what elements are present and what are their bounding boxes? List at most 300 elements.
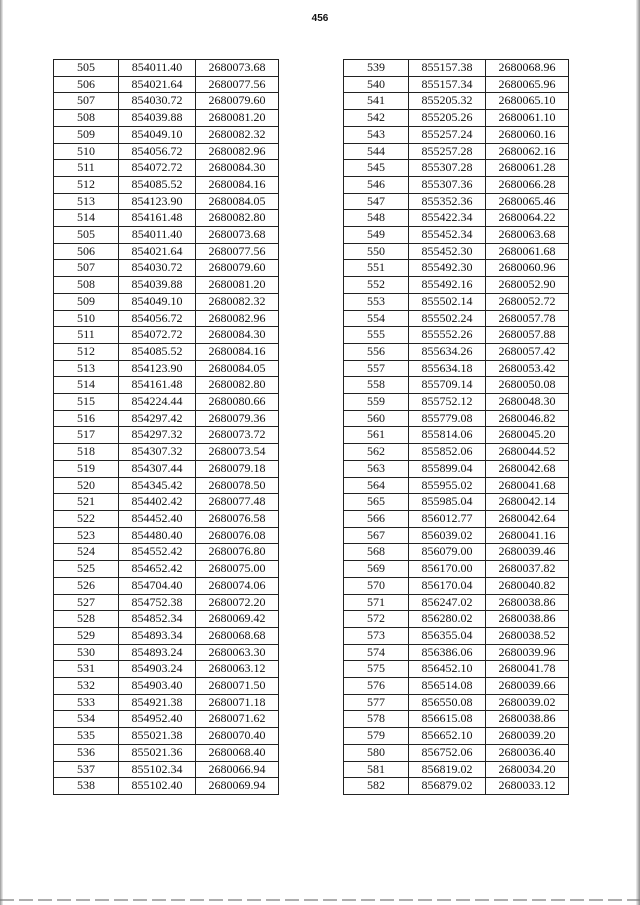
x-coordinate-cell: 856752.06 xyxy=(409,744,486,761)
y-coordinate-cell: 2680038.86 xyxy=(486,711,569,728)
point-number-cell: 571 xyxy=(344,594,409,611)
x-coordinate-cell: 855307.28 xyxy=(409,160,486,177)
point-number-cell: 517 xyxy=(54,427,119,444)
x-coordinate-cell: 854452.40 xyxy=(119,510,196,527)
y-coordinate-cell: 2680044.52 xyxy=(486,444,569,461)
x-coordinate-cell: 854030.72 xyxy=(119,260,196,277)
table-row xyxy=(54,410,279,427)
table-row xyxy=(54,661,279,678)
coordinates-table-left xyxy=(53,59,279,795)
table-row xyxy=(54,60,279,77)
point-number-cell: 541 xyxy=(344,93,409,110)
table-row xyxy=(344,728,569,745)
x-coordinate-cell: 855021.36 xyxy=(119,744,196,761)
y-coordinate-cell: 2680041.16 xyxy=(486,527,569,544)
y-coordinate-cell: 2680084.05 xyxy=(196,193,279,210)
point-number-cell: 569 xyxy=(344,561,409,578)
table-row xyxy=(344,527,569,544)
x-coordinate-cell: 855899.04 xyxy=(409,460,486,477)
y-coordinate-cell: 2680061.28 xyxy=(486,160,569,177)
x-coordinate-cell: 855257.24 xyxy=(409,126,486,143)
x-coordinate-cell: 855422.34 xyxy=(409,210,486,227)
x-coordinate-cell: 856170.00 xyxy=(409,561,486,578)
x-coordinate-cell: 856386.06 xyxy=(409,644,486,661)
table-row xyxy=(344,243,569,260)
x-coordinate-cell: 854307.32 xyxy=(119,444,196,461)
y-coordinate-cell: 2680062.16 xyxy=(486,143,569,160)
table-row xyxy=(344,427,569,444)
y-coordinate-cell: 2680063.12 xyxy=(196,661,279,678)
y-coordinate-cell: 2680045.20 xyxy=(486,427,569,444)
point-number-cell: 570 xyxy=(344,577,409,594)
table-row xyxy=(54,778,279,795)
y-coordinate-cell: 2680046.82 xyxy=(486,410,569,427)
page-number: 456 xyxy=(311,13,329,24)
table-row xyxy=(54,260,279,277)
point-number-cell: 579 xyxy=(344,728,409,745)
x-coordinate-cell: 854704.40 xyxy=(119,577,196,594)
x-coordinate-cell: 856452.10 xyxy=(409,661,486,678)
table-row xyxy=(54,644,279,661)
point-number-cell: 556 xyxy=(344,343,409,360)
y-coordinate-cell: 2680052.72 xyxy=(486,293,569,310)
x-coordinate-cell: 854297.42 xyxy=(119,410,196,427)
y-coordinate-cell: 2680038.86 xyxy=(486,611,569,628)
x-coordinate-cell: 855205.26 xyxy=(409,110,486,127)
y-coordinate-cell: 2680071.50 xyxy=(196,678,279,695)
x-coordinate-cell: 854049.10 xyxy=(119,293,196,310)
x-coordinate-cell: 854480.40 xyxy=(119,527,196,544)
x-coordinate-cell: 854752.38 xyxy=(119,594,196,611)
x-coordinate-cell: 854952.40 xyxy=(119,711,196,728)
y-coordinate-cell: 2680038.52 xyxy=(486,627,569,644)
point-number-cell: 563 xyxy=(344,460,409,477)
point-number-cell: 553 xyxy=(344,293,409,310)
point-number-cell: 564 xyxy=(344,477,409,494)
table-row xyxy=(54,377,279,394)
y-coordinate-cell: 2680039.02 xyxy=(486,694,569,711)
y-coordinate-cell: 2680073.68 xyxy=(196,60,279,77)
point-number-cell: 518 xyxy=(54,444,119,461)
y-coordinate-cell: 2680082.32 xyxy=(196,126,279,143)
y-coordinate-cell: 2680052.90 xyxy=(486,277,569,294)
point-number-cell: 580 xyxy=(344,744,409,761)
table-row xyxy=(344,110,569,127)
y-coordinate-cell: 2680039.66 xyxy=(486,678,569,695)
x-coordinate-cell: 854161.48 xyxy=(119,377,196,394)
y-coordinate-cell: 2680084.30 xyxy=(196,160,279,177)
point-number-cell: 565 xyxy=(344,494,409,511)
y-coordinate-cell: 2680060.96 xyxy=(486,260,569,277)
table-row xyxy=(344,277,569,294)
point-number-cell: 542 xyxy=(344,110,409,127)
table-row xyxy=(54,510,279,527)
x-coordinate-cell: 854056.72 xyxy=(119,310,196,327)
table-row xyxy=(54,360,279,377)
table-row xyxy=(344,343,569,360)
y-coordinate-cell: 2680082.96 xyxy=(196,310,279,327)
y-coordinate-cell: 2680073.54 xyxy=(196,444,279,461)
point-number-cell: 506 xyxy=(54,76,119,93)
y-coordinate-cell: 2680042.14 xyxy=(486,494,569,511)
x-coordinate-cell: 854307.44 xyxy=(119,460,196,477)
y-coordinate-cell: 2680076.58 xyxy=(196,510,279,527)
x-coordinate-cell: 854039.88 xyxy=(119,110,196,127)
point-number-cell: 551 xyxy=(344,260,409,277)
y-coordinate-cell: 2680080.66 xyxy=(196,394,279,411)
point-number-cell: 536 xyxy=(54,744,119,761)
table-row xyxy=(344,561,569,578)
table-row xyxy=(344,394,569,411)
x-coordinate-cell: 854011.40 xyxy=(119,227,196,244)
table-row xyxy=(54,678,279,695)
y-coordinate-cell: 2680079.18 xyxy=(196,460,279,477)
table-row xyxy=(344,744,569,761)
point-number-cell: 557 xyxy=(344,360,409,377)
table-row xyxy=(54,611,279,628)
table-row xyxy=(54,310,279,327)
x-coordinate-cell: 854852.34 xyxy=(119,611,196,628)
x-coordinate-cell: 855752.12 xyxy=(409,394,486,411)
x-coordinate-cell: 854903.24 xyxy=(119,661,196,678)
table-row xyxy=(344,126,569,143)
table-row xyxy=(344,260,569,277)
y-coordinate-cell: 2680084.16 xyxy=(196,343,279,360)
y-coordinate-cell: 2680042.64 xyxy=(486,510,569,527)
x-coordinate-cell: 855157.34 xyxy=(409,76,486,93)
x-coordinate-cell: 855492.30 xyxy=(409,260,486,277)
table-row xyxy=(344,694,569,711)
point-number-cell: 567 xyxy=(344,527,409,544)
point-number-cell: 519 xyxy=(54,460,119,477)
table-row xyxy=(344,627,569,644)
y-coordinate-cell: 2680084.05 xyxy=(196,360,279,377)
table-row xyxy=(54,527,279,544)
y-coordinate-cell: 2680040.82 xyxy=(486,577,569,594)
table-row xyxy=(344,594,569,611)
table-row xyxy=(344,193,569,210)
x-coordinate-cell: 855985.04 xyxy=(409,494,486,511)
table-row xyxy=(344,460,569,477)
y-coordinate-cell: 2680079.60 xyxy=(196,260,279,277)
x-coordinate-cell: 856550.08 xyxy=(409,694,486,711)
point-number-cell: 546 xyxy=(344,176,409,193)
point-number-cell: 574 xyxy=(344,644,409,661)
x-coordinate-cell: 854056.72 xyxy=(119,143,196,160)
table-row xyxy=(344,293,569,310)
table-row xyxy=(54,594,279,611)
point-number-cell: 512 xyxy=(54,343,119,360)
scan-edge-left xyxy=(0,0,3,905)
point-number-cell: 506 xyxy=(54,243,119,260)
table-row xyxy=(344,661,569,678)
y-coordinate-cell: 2680082.80 xyxy=(196,210,279,227)
x-coordinate-cell: 855021.38 xyxy=(119,728,196,745)
table-row xyxy=(344,93,569,110)
table-row xyxy=(54,343,279,360)
x-coordinate-cell: 854402.42 xyxy=(119,494,196,511)
x-coordinate-cell: 854049.10 xyxy=(119,126,196,143)
x-coordinate-cell: 854021.64 xyxy=(119,243,196,260)
x-coordinate-cell: 854903.40 xyxy=(119,678,196,695)
point-number-cell: 555 xyxy=(344,327,409,344)
y-coordinate-cell: 2680057.78 xyxy=(486,310,569,327)
x-coordinate-cell: 855452.34 xyxy=(409,227,486,244)
x-coordinate-cell: 854123.90 xyxy=(119,193,196,210)
table-row xyxy=(344,143,569,160)
table-row xyxy=(54,243,279,260)
point-number-cell: 513 xyxy=(54,360,119,377)
point-number-cell: 507 xyxy=(54,93,119,110)
y-coordinate-cell: 2680072.20 xyxy=(196,594,279,611)
y-coordinate-cell: 2680050.08 xyxy=(486,377,569,394)
y-coordinate-cell: 2680068.40 xyxy=(196,744,279,761)
scan-edge-bottom xyxy=(0,899,640,901)
y-coordinate-cell: 2680071.62 xyxy=(196,711,279,728)
x-coordinate-cell: 854297.32 xyxy=(119,427,196,444)
x-coordinate-cell: 856615.08 xyxy=(409,711,486,728)
y-coordinate-cell: 2680057.88 xyxy=(486,327,569,344)
point-number-cell: 576 xyxy=(344,678,409,695)
point-number-cell: 566 xyxy=(344,510,409,527)
table-row xyxy=(344,227,569,244)
x-coordinate-cell: 854085.52 xyxy=(119,176,196,193)
y-coordinate-cell: 2680066.28 xyxy=(486,176,569,193)
table-row xyxy=(54,627,279,644)
y-coordinate-cell: 2680041.68 xyxy=(486,477,569,494)
point-number-cell: 510 xyxy=(54,310,119,327)
point-number-cell: 575 xyxy=(344,661,409,678)
y-coordinate-cell: 2680048.30 xyxy=(486,394,569,411)
point-number-cell: 539 xyxy=(344,60,409,77)
point-number-cell: 523 xyxy=(54,527,119,544)
point-number-cell: 530 xyxy=(54,644,119,661)
y-coordinate-cell: 2680039.20 xyxy=(486,728,569,745)
x-coordinate-cell: 854011.40 xyxy=(119,60,196,77)
table-row xyxy=(344,644,569,661)
x-coordinate-cell: 854161.48 xyxy=(119,210,196,227)
x-coordinate-cell: 855779.08 xyxy=(409,410,486,427)
y-coordinate-cell: 2680077.56 xyxy=(196,76,279,93)
point-number-cell: 572 xyxy=(344,611,409,628)
y-coordinate-cell: 2680069.94 xyxy=(196,778,279,795)
point-number-cell: 512 xyxy=(54,176,119,193)
table-row xyxy=(344,761,569,778)
table-row xyxy=(54,427,279,444)
point-number-cell: 549 xyxy=(344,227,409,244)
point-number-cell: 550 xyxy=(344,243,409,260)
point-number-cell: 533 xyxy=(54,694,119,711)
point-number-cell: 505 xyxy=(54,60,119,77)
x-coordinate-cell: 854345.42 xyxy=(119,477,196,494)
y-coordinate-cell: 2680079.36 xyxy=(196,410,279,427)
x-coordinate-cell: 854893.24 xyxy=(119,644,196,661)
table-row xyxy=(344,410,569,427)
y-coordinate-cell: 2680084.30 xyxy=(196,327,279,344)
y-coordinate-cell: 2680069.42 xyxy=(196,611,279,628)
table-row xyxy=(54,728,279,745)
y-coordinate-cell: 2680061.10 xyxy=(486,110,569,127)
y-coordinate-cell: 2680068.96 xyxy=(486,60,569,77)
table-row xyxy=(344,477,569,494)
point-number-cell: 514 xyxy=(54,377,119,394)
x-coordinate-cell: 854030.72 xyxy=(119,93,196,110)
x-coordinate-cell: 854039.88 xyxy=(119,277,196,294)
point-number-cell: 561 xyxy=(344,427,409,444)
x-coordinate-cell: 855257.28 xyxy=(409,143,486,160)
y-coordinate-cell: 2680039.46 xyxy=(486,544,569,561)
x-coordinate-cell: 855709.14 xyxy=(409,377,486,394)
table-row xyxy=(344,611,569,628)
y-coordinate-cell: 2680042.68 xyxy=(486,460,569,477)
point-number-cell: 505 xyxy=(54,227,119,244)
table-row xyxy=(344,310,569,327)
table-row xyxy=(344,360,569,377)
point-number-cell: 543 xyxy=(344,126,409,143)
x-coordinate-cell: 855852.06 xyxy=(409,444,486,461)
table-row xyxy=(344,377,569,394)
table-row xyxy=(54,694,279,711)
y-coordinate-cell: 2680068.68 xyxy=(196,627,279,644)
y-coordinate-cell: 2680081.20 xyxy=(196,110,279,127)
y-coordinate-cell: 2680082.96 xyxy=(196,143,279,160)
y-coordinate-cell: 2680037.82 xyxy=(486,561,569,578)
table-row xyxy=(54,444,279,461)
x-coordinate-cell: 855634.26 xyxy=(409,343,486,360)
y-coordinate-cell: 2680039.96 xyxy=(486,644,569,661)
table-row xyxy=(344,210,569,227)
x-coordinate-cell: 855492.16 xyxy=(409,277,486,294)
point-number-cell: 535 xyxy=(54,728,119,745)
x-coordinate-cell: 855814.06 xyxy=(409,427,486,444)
table-row xyxy=(54,460,279,477)
y-coordinate-cell: 2680077.56 xyxy=(196,243,279,260)
x-coordinate-cell: 854072.72 xyxy=(119,327,196,344)
y-coordinate-cell: 2680034.20 xyxy=(486,761,569,778)
point-number-cell: 510 xyxy=(54,143,119,160)
y-coordinate-cell: 2680079.60 xyxy=(196,93,279,110)
point-number-cell: 531 xyxy=(54,661,119,678)
table-row xyxy=(344,711,569,728)
y-coordinate-cell: 2680071.18 xyxy=(196,694,279,711)
table-row xyxy=(54,744,279,761)
point-number-cell: 552 xyxy=(344,277,409,294)
point-number-cell: 514 xyxy=(54,210,119,227)
point-number-cell: 534 xyxy=(54,711,119,728)
point-number-cell: 520 xyxy=(54,477,119,494)
table-row xyxy=(344,60,569,77)
scan-edge-right xyxy=(636,0,640,905)
y-coordinate-cell: 2680078.50 xyxy=(196,477,279,494)
y-coordinate-cell: 2680053.42 xyxy=(486,360,569,377)
x-coordinate-cell: 856514.08 xyxy=(409,678,486,695)
point-number-cell: 560 xyxy=(344,410,409,427)
point-number-cell: 577 xyxy=(344,694,409,711)
table-row xyxy=(344,510,569,527)
y-coordinate-cell: 2680082.32 xyxy=(196,293,279,310)
table-row xyxy=(54,277,279,294)
point-number-cell: 528 xyxy=(54,611,119,628)
x-coordinate-cell: 854652.42 xyxy=(119,561,196,578)
x-coordinate-cell: 854072.72 xyxy=(119,160,196,177)
point-number-cell: 509 xyxy=(54,293,119,310)
table-row xyxy=(54,477,279,494)
x-coordinate-cell: 856355.04 xyxy=(409,627,486,644)
point-number-cell: 516 xyxy=(54,410,119,427)
table-row xyxy=(54,143,279,160)
x-coordinate-cell: 855502.14 xyxy=(409,293,486,310)
point-number-cell: 529 xyxy=(54,627,119,644)
table-row xyxy=(54,544,279,561)
table-row xyxy=(344,176,569,193)
x-coordinate-cell: 855502.24 xyxy=(409,310,486,327)
y-coordinate-cell: 2680076.80 xyxy=(196,544,279,561)
point-number-cell: 562 xyxy=(344,444,409,461)
x-coordinate-cell: 854552.42 xyxy=(119,544,196,561)
point-number-cell: 544 xyxy=(344,143,409,160)
x-coordinate-cell: 854021.64 xyxy=(119,76,196,93)
x-coordinate-cell: 856039.02 xyxy=(409,527,486,544)
y-coordinate-cell: 2680065.96 xyxy=(486,76,569,93)
table-row xyxy=(344,577,569,594)
y-coordinate-cell: 2680073.68 xyxy=(196,227,279,244)
table-row xyxy=(54,210,279,227)
table-row xyxy=(54,76,279,93)
x-coordinate-cell: 856819.02 xyxy=(409,761,486,778)
x-coordinate-cell: 855634.18 xyxy=(409,360,486,377)
point-number-cell: 522 xyxy=(54,510,119,527)
table-row xyxy=(54,160,279,177)
y-coordinate-cell: 2680036.40 xyxy=(486,744,569,761)
y-coordinate-cell: 2680060.16 xyxy=(486,126,569,143)
table-row xyxy=(54,227,279,244)
y-coordinate-cell: 2680038.86 xyxy=(486,594,569,611)
x-coordinate-cell: 854085.52 xyxy=(119,343,196,360)
table-row xyxy=(344,494,569,511)
y-coordinate-cell: 2680033.12 xyxy=(486,778,569,795)
table-row xyxy=(54,293,279,310)
x-coordinate-cell: 855307.36 xyxy=(409,176,486,193)
y-coordinate-cell: 2680065.10 xyxy=(486,93,569,110)
table-row xyxy=(54,93,279,110)
x-coordinate-cell: 855102.34 xyxy=(119,761,196,778)
point-number-cell: 581 xyxy=(344,761,409,778)
point-number-cell: 515 xyxy=(54,394,119,411)
point-number-cell: 524 xyxy=(54,544,119,561)
point-number-cell: 547 xyxy=(344,193,409,210)
x-coordinate-cell: 855452.30 xyxy=(409,243,486,260)
point-number-cell: 573 xyxy=(344,627,409,644)
point-number-cell: 554 xyxy=(344,310,409,327)
point-number-cell: 578 xyxy=(344,711,409,728)
x-coordinate-cell: 856012.77 xyxy=(409,510,486,527)
point-number-cell: 532 xyxy=(54,678,119,695)
table-row xyxy=(344,76,569,93)
x-coordinate-cell: 856247.02 xyxy=(409,594,486,611)
point-number-cell: 508 xyxy=(54,277,119,294)
point-number-cell: 527 xyxy=(54,594,119,611)
x-coordinate-cell: 855352.36 xyxy=(409,193,486,210)
x-coordinate-cell: 856280.02 xyxy=(409,611,486,628)
x-coordinate-cell: 856170.04 xyxy=(409,577,486,594)
coordinates-table-right xyxy=(343,59,569,795)
point-number-cell: 545 xyxy=(344,160,409,177)
table-row xyxy=(344,327,569,344)
table-row xyxy=(54,577,279,594)
x-coordinate-cell: 854921.38 xyxy=(119,694,196,711)
y-coordinate-cell: 2680066.94 xyxy=(196,761,279,778)
x-coordinate-cell: 855205.32 xyxy=(409,93,486,110)
